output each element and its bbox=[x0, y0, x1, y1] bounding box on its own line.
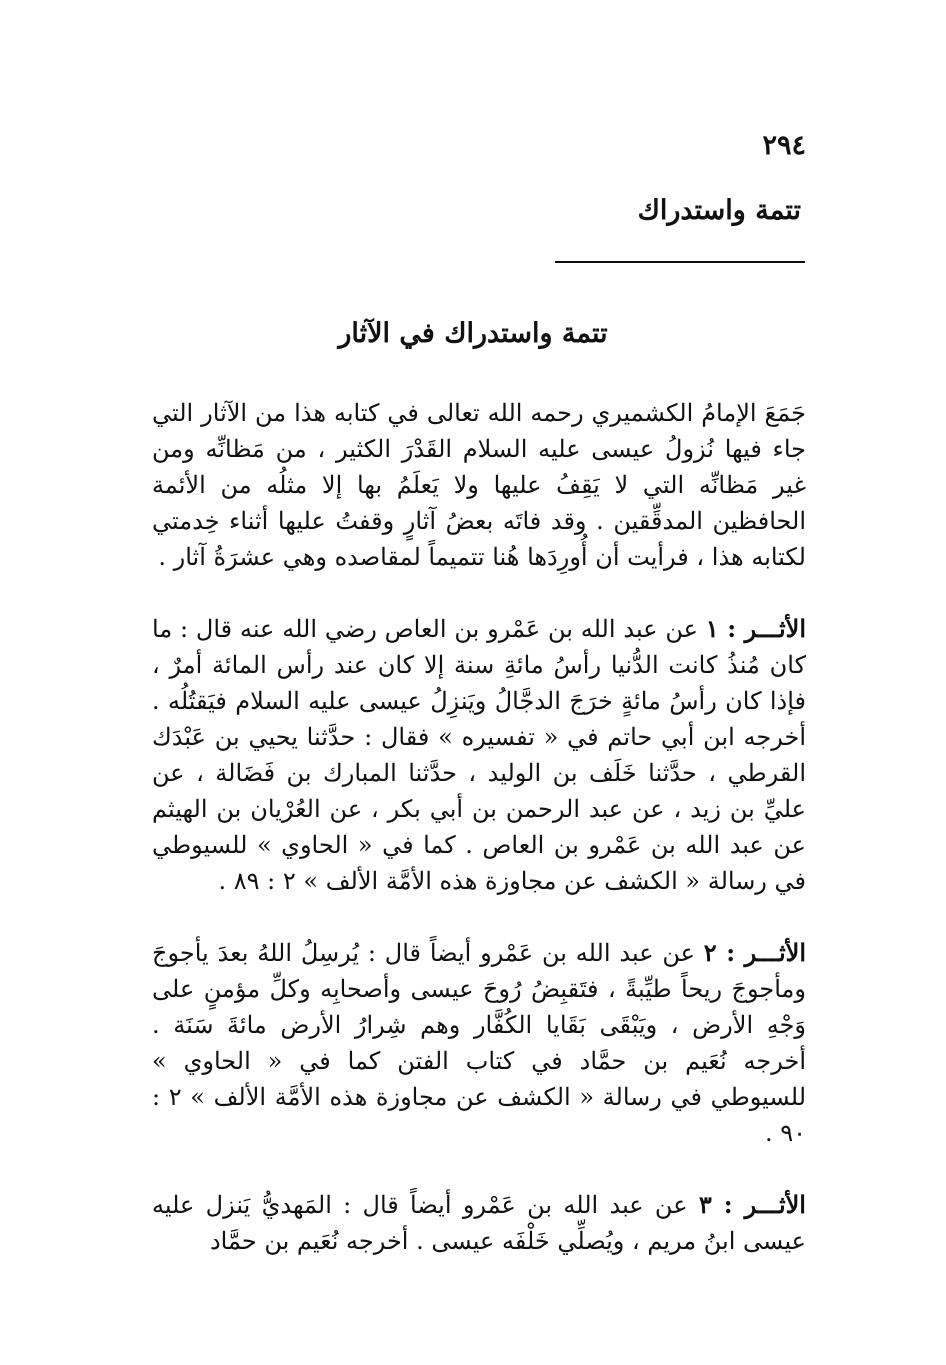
athar-3-text: عن عبد الله بن عَمْرو أيضاً قال : المَهديُّ يَنزل عليه عيسى ابنُ مريم ، ويُصلِّي خَلْفَه عيسى . أخرجه نُعَيم بن حمَّاد bbox=[152, 1191, 806, 1255]
intro-paragraph: جَمَعَ الإمامُ الكشميري رحمه الله تعالى في كتابه هذا من الآثار التي جاء فيها نُزولُ عيسى عليه السلام القَدْرَ الكثير ، من مَظانِّه ومن غير مَظانِّه التي لا يَقِفُ عليها ولا يَعلَمُ بها إلا مثلُه من الأئمة الحافظين المدقِّقين . وقد فاتَه بعضُ آثارٍ وقفتُ عليها أثناء خِدمتي لكتابه هذا ، فرأيت أن أُورِدَها هُنا تتميماً لمقاصده وهي عشرَةُ آثار . bbox=[152, 399, 806, 571]
athar-2-text: عن عبد الله بن عَمْرو أيضاً قال : يُرسِلُ اللهُ بعدَ يأجوجَ ومأجوجَ ريحاً طيِّبةً ، فتَقبِضُ رُوحَ عيسى وأصحابِه وكلِّ مؤمنٍ على وَجْهِ الأرض ، ويَبْقَى بَقَايا الكُفَّار وهم شِرارُ الأرض مائةَ سَنَة . أخرجه نُعَيم بن حمَّاد في كتاب الفتن كما في « الحاوي » للسيوطي في رسالة « الكشف عن مجاوزة هذه الأمَّة الألف » ٢ : ٩٠ . bbox=[152, 939, 807, 1147]
athar-1-label: الأثـــر : ١ bbox=[705, 614, 806, 643]
section-title: تتمة واستدراك في الآثار bbox=[338, 318, 608, 349]
athar-1-text: عن عبد الله بن عَمْرو بن العاص رضي الله عنه قال : ما كان مُنذُ كانت الدُّنيا رأسُ مائةِ سنة إلا كان عند رأس المائة أمرٌ ، فإذا كان رأسُ مائةٍ خرَجَ الدجَّالُ ويَنزِلُ عيسى عليه السلام فيَقتُلُه . أخرجه ابن أبي حاتم في « تفسيره » فقال : حدَّثنا يحيي بن عَبْدَك القرطي ، حدَّثنا خَلَف بن الوليد ، حدَّثنا المبارك بن فَضَالة ، عن عليِّ بن زيد ، عن عبد الرحمن بن أبي بكر ، عن العُرْيان بن الهيثم عن عبد الله بن عَمْرو بن العاص . كما في « الحاوي » للسيوطي في رسالة « الكشف عن مجاوزة هذه الأمَّة الألف » ٢ : ٨٩ . bbox=[152, 615, 806, 895]
athar-1-paragraph bbox=[152, 611, 806, 899]
header-rule bbox=[555, 261, 805, 263]
athar-3-paragraph bbox=[152, 1187, 806, 1259]
body-text bbox=[152, 395, 806, 1259]
page-number: ٢٩٤ bbox=[762, 130, 806, 161]
athar-2-label: الأثـــر : ٢ bbox=[703, 938, 806, 967]
athar-3-label: الأثـــر : ٣ bbox=[698, 1190, 806, 1219]
athar-2-paragraph bbox=[152, 935, 806, 1151]
running-head: تتمة واستدراك bbox=[637, 195, 801, 226]
